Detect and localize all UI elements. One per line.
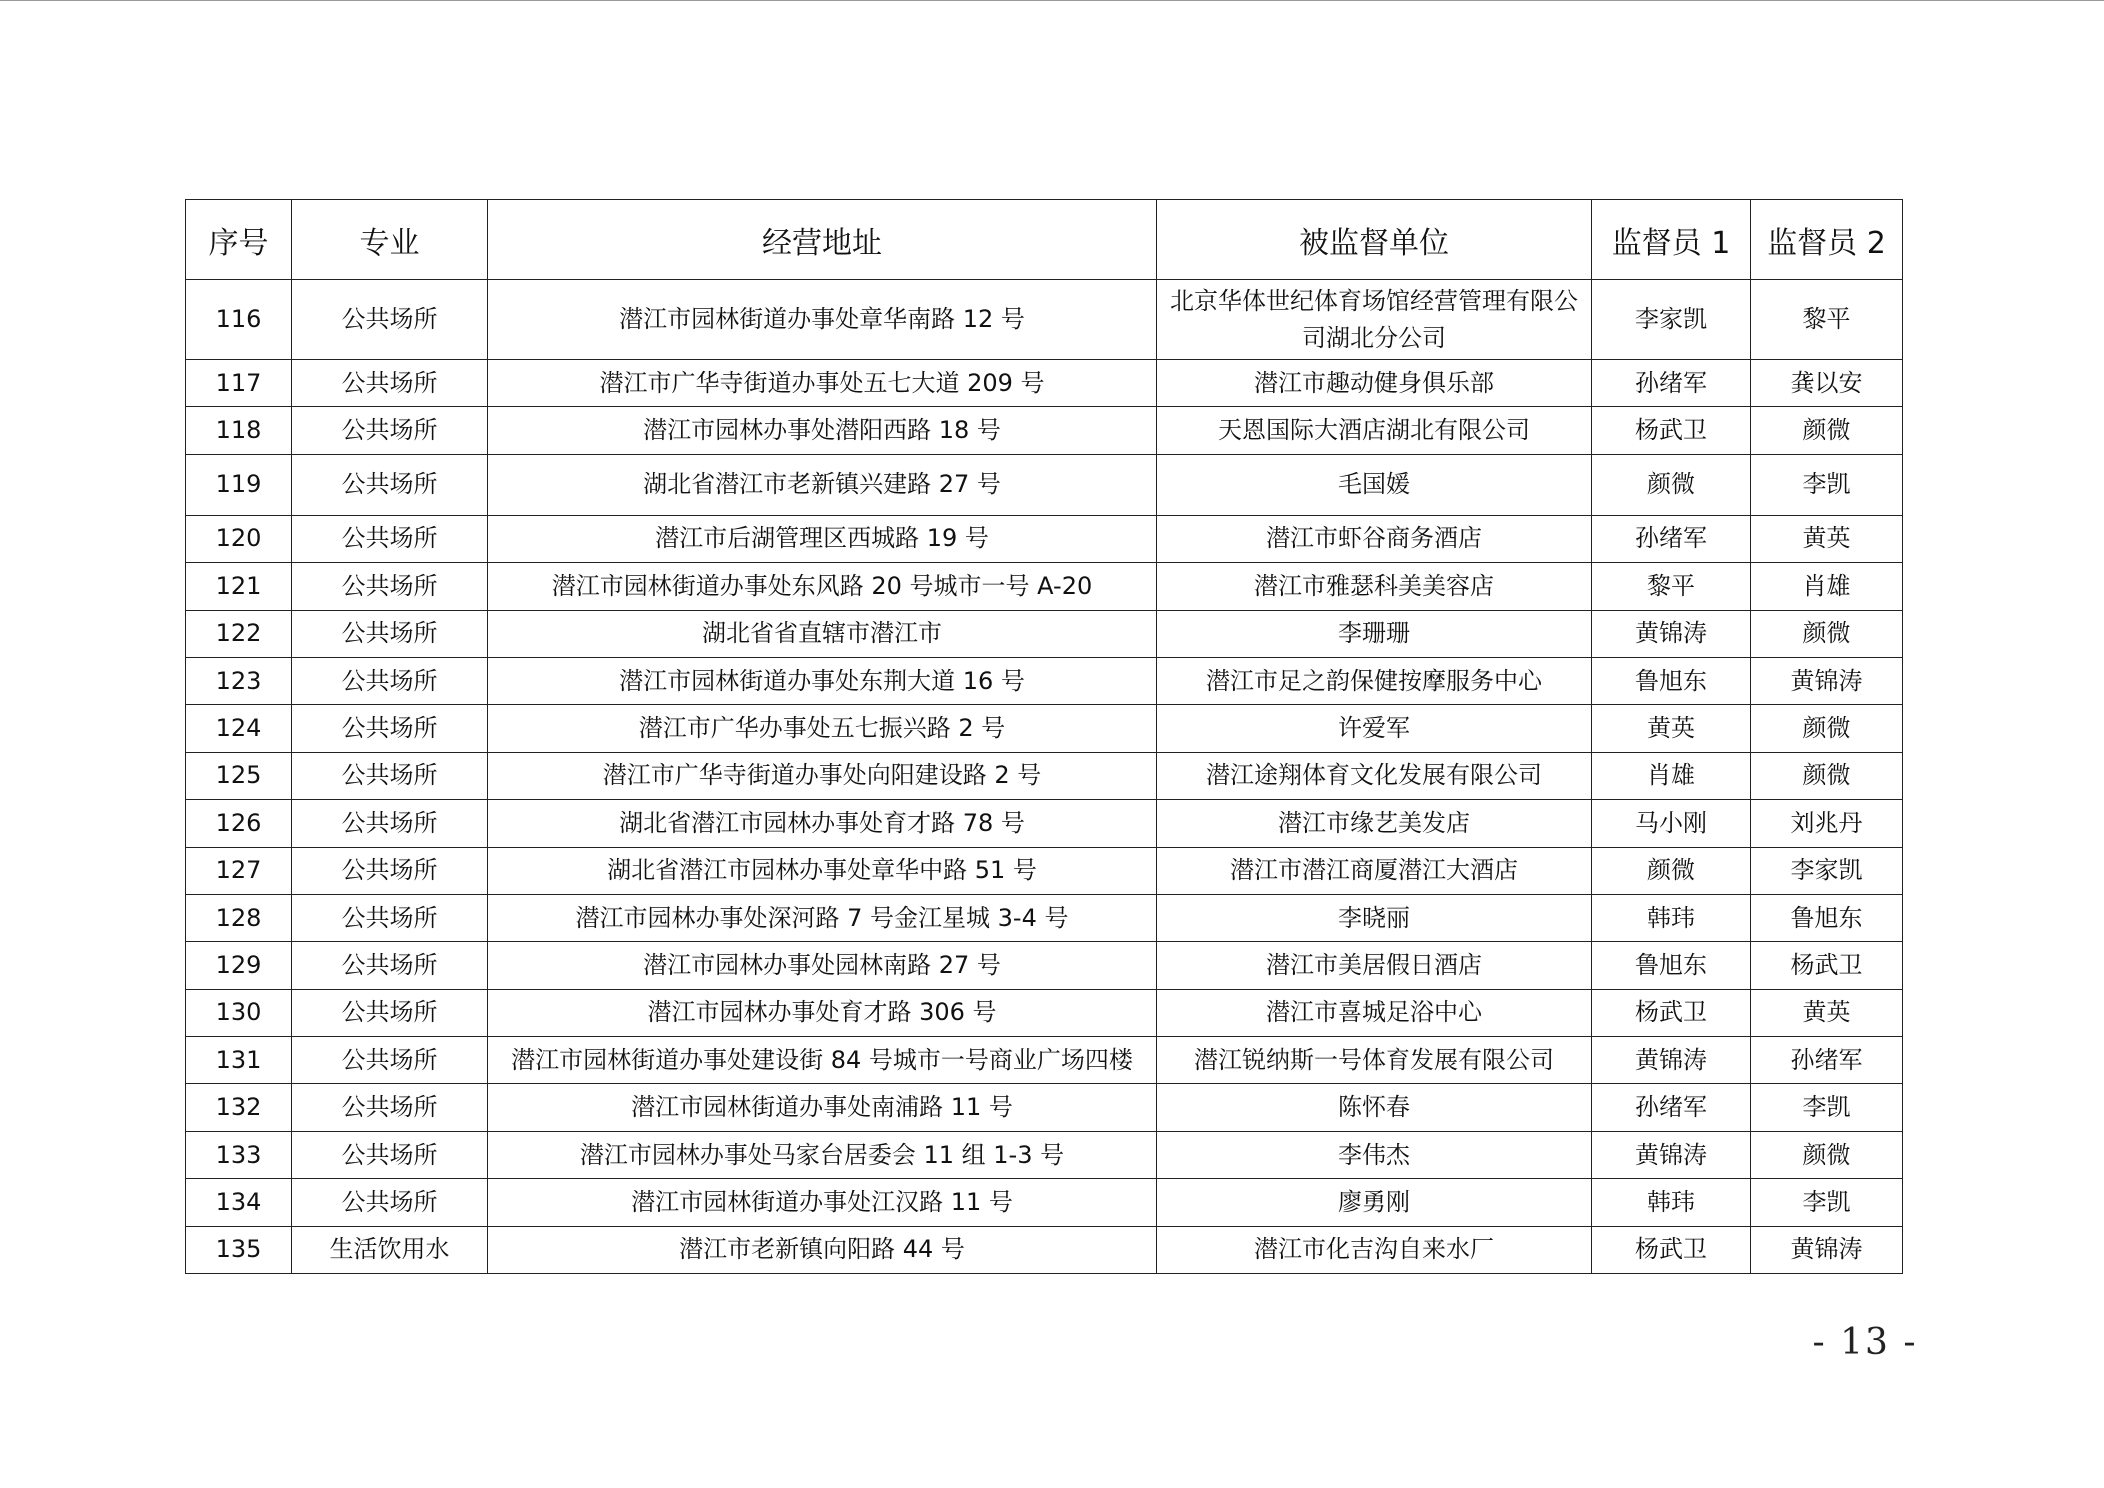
cell-unit: 潜江市缘艺美发店 xyxy=(1157,800,1592,847)
cell-unit: 陈怀春 xyxy=(1157,1084,1592,1131)
cell-supervisor-1: 杨武卫 xyxy=(1592,989,1751,1036)
cell-serial: 128 xyxy=(186,894,292,941)
cell-address: 湖北省潜江市园林办事处章华中路 51 号 xyxy=(488,847,1157,894)
cell-supervisor-2: 颜微 xyxy=(1751,407,1903,454)
cell-unit: 潜江市趣动健身俱乐部 xyxy=(1157,360,1592,407)
cell-category: 公共场所 xyxy=(292,407,488,454)
cell-unit: 潜江市足之韵保健按摩服务中心 xyxy=(1157,657,1592,704)
cell-address: 潜江市广华寺街道办事处五七大道 209 号 xyxy=(488,360,1157,407)
table-row xyxy=(186,454,1903,515)
cell-supervisor-1: 韩玮 xyxy=(1592,1179,1751,1226)
cell-address: 潜江市园林街道办事处章华南路 12 号 xyxy=(488,280,1157,360)
cell-serial: 131 xyxy=(186,1037,292,1084)
table-row xyxy=(186,752,1903,799)
cell-serial: 124 xyxy=(186,705,292,752)
cell-unit: 潜江锐纳斯一号体育发展有限公司 xyxy=(1157,1037,1592,1084)
cell-address: 潜江市园林街道办事处建设街 84 号城市一号商业广场四楼 xyxy=(488,1037,1157,1084)
cell-serial: 130 xyxy=(186,989,292,1036)
cell-address: 潜江市广华寺街道办事处向阳建设路 2 号 xyxy=(488,752,1157,799)
cell-supervisor-2: 鲁旭东 xyxy=(1751,894,1903,941)
cell-unit: 北京华体世纪体育场馆经营管理有限公司湖北分公司 xyxy=(1157,280,1592,360)
cell-address: 潜江市园林办事处潜阳西路 18 号 xyxy=(488,407,1157,454)
cell-serial: 122 xyxy=(186,610,292,657)
cell-supervisor-2: 颜微 xyxy=(1751,1131,1903,1178)
cell-address: 潜江市园林办事处园林南路 27 号 xyxy=(488,942,1157,989)
cell-supervisor-1: 颜微 xyxy=(1592,847,1751,894)
cell-serial: 127 xyxy=(186,847,292,894)
page-number: - 13 - xyxy=(1812,1322,1918,1363)
cell-supervisor-1: 孙绪军 xyxy=(1592,1084,1751,1131)
table-row xyxy=(186,515,1903,562)
cell-unit: 李晓丽 xyxy=(1157,894,1592,941)
cell-supervisor-2: 杨武卫 xyxy=(1751,942,1903,989)
cell-supervisor-2: 李家凯 xyxy=(1751,847,1903,894)
cell-supervisor-1: 黄锦涛 xyxy=(1592,1037,1751,1084)
cell-supervisor-1: 黄锦涛 xyxy=(1592,1131,1751,1178)
cell-unit: 潜江市化吉沟自来水厂 xyxy=(1157,1226,1592,1273)
cell-supervisor-2: 黎平 xyxy=(1751,280,1903,360)
cell-unit: 潜江市美居假日酒店 xyxy=(1157,942,1592,989)
table-row xyxy=(186,847,1903,894)
cell-unit: 潜江市喜城足浴中心 xyxy=(1157,989,1592,1036)
cell-address: 潜江市园林办事处马家台居委会 11 组 1-3 号 xyxy=(488,1131,1157,1178)
cell-supervisor-1: 马小刚 xyxy=(1592,800,1751,847)
cell-unit: 廖勇刚 xyxy=(1157,1179,1592,1226)
cell-category: 公共场所 xyxy=(292,705,488,752)
cell-supervisor-2: 颜微 xyxy=(1751,610,1903,657)
cell-unit: 许爱军 xyxy=(1157,705,1592,752)
cell-serial: 132 xyxy=(186,1084,292,1131)
header-supervisor-2: 监督员 2 xyxy=(1751,200,1903,280)
top-border-line xyxy=(0,0,2104,1)
cell-unit: 潜江途翔体育文化发展有限公司 xyxy=(1157,752,1592,799)
cell-supervisor-2: 李凯 xyxy=(1751,454,1903,515)
table-row xyxy=(186,563,1903,610)
cell-supervisor-2: 龚以安 xyxy=(1751,360,1903,407)
table-row xyxy=(186,1226,1903,1273)
cell-supervisor-1: 孙绪军 xyxy=(1592,515,1751,562)
cell-category: 公共场所 xyxy=(292,657,488,704)
cell-category: 公共场所 xyxy=(292,942,488,989)
cell-category: 公共场所 xyxy=(292,515,488,562)
cell-category: 公共场所 xyxy=(292,752,488,799)
cell-address: 潜江市园林办事处育才路 306 号 xyxy=(488,989,1157,1036)
table-row xyxy=(186,705,1903,752)
table-row xyxy=(186,894,1903,941)
table-row xyxy=(186,280,1903,360)
cell-supervisor-1: 鲁旭东 xyxy=(1592,657,1751,704)
cell-supervisor-1: 黎平 xyxy=(1592,563,1751,610)
cell-serial: 121 xyxy=(186,563,292,610)
cell-supervisor-2: 黄英 xyxy=(1751,989,1903,1036)
cell-unit: 天恩国际大酒店湖北有限公司 xyxy=(1157,407,1592,454)
cell-address: 潜江市园林街道办事处江汉路 11 号 xyxy=(488,1179,1157,1226)
cell-supervisor-1: 韩玮 xyxy=(1592,894,1751,941)
table-row xyxy=(186,942,1903,989)
table-row xyxy=(186,407,1903,454)
cell-supervisor-1: 黄锦涛 xyxy=(1592,610,1751,657)
cell-address: 潜江市园林办事处深河路 7 号金江星城 3-4 号 xyxy=(488,894,1157,941)
table-row xyxy=(186,360,1903,407)
header-category: 专业 xyxy=(292,200,488,280)
header-address: 经营地址 xyxy=(488,200,1157,280)
header-supervisor-1: 监督员 1 xyxy=(1592,200,1751,280)
header-serial: 序号 xyxy=(186,200,292,280)
cell-address: 湖北省省直辖市潜江市 xyxy=(488,610,1157,657)
header-unit: 被监督单位 xyxy=(1157,200,1592,280)
cell-address: 潜江市园林街道办事处南浦路 11 号 xyxy=(488,1084,1157,1131)
cell-category: 公共场所 xyxy=(292,1179,488,1226)
cell-serial: 133 xyxy=(186,1131,292,1178)
cell-supervisor-2: 黄锦涛 xyxy=(1751,657,1903,704)
cell-category: 公共场所 xyxy=(292,1037,488,1084)
cell-supervisor-2: 孙绪军 xyxy=(1751,1037,1903,1084)
table-row xyxy=(186,610,1903,657)
cell-supervisor-1: 杨武卫 xyxy=(1592,1226,1751,1273)
cell-serial: 117 xyxy=(186,360,292,407)
cell-category: 公共场所 xyxy=(292,894,488,941)
document-table-container xyxy=(185,199,1902,1274)
cell-supervisor-2: 黄锦涛 xyxy=(1751,1226,1903,1273)
cell-category: 公共场所 xyxy=(292,563,488,610)
cell-supervisor-2: 刘兆丹 xyxy=(1751,800,1903,847)
table-row xyxy=(186,989,1903,1036)
cell-supervisor-1: 鲁旭东 xyxy=(1592,942,1751,989)
cell-supervisor-1: 杨武卫 xyxy=(1592,407,1751,454)
cell-category: 公共场所 xyxy=(292,800,488,847)
cell-category: 公共场所 xyxy=(292,989,488,1036)
cell-address: 潜江市广华办事处五七振兴路 2 号 xyxy=(488,705,1157,752)
cell-category: 公共场所 xyxy=(292,280,488,360)
cell-supervisor-2: 肖雄 xyxy=(1751,563,1903,610)
table-header-row xyxy=(186,200,1903,280)
cell-category: 生活饮用水 xyxy=(292,1226,488,1273)
table-row xyxy=(186,1037,1903,1084)
cell-address: 湖北省潜江市园林办事处育才路 78 号 xyxy=(488,800,1157,847)
supervision-table xyxy=(185,199,1903,1274)
cell-category: 公共场所 xyxy=(292,1084,488,1131)
cell-address: 潜江市老新镇向阳路 44 号 xyxy=(488,1226,1157,1273)
cell-address: 潜江市园林街道办事处东风路 20 号城市一号 A-20 xyxy=(488,563,1157,610)
table-row xyxy=(186,1131,1903,1178)
cell-address: 潜江市后湖管理区西城路 19 号 xyxy=(488,515,1157,562)
cell-serial: 120 xyxy=(186,515,292,562)
cell-serial: 123 xyxy=(186,657,292,704)
cell-category: 公共场所 xyxy=(292,454,488,515)
cell-unit: 潜江市虾谷商务酒店 xyxy=(1157,515,1592,562)
cell-supervisor-1: 黄英 xyxy=(1592,705,1751,752)
cell-unit: 潜江市潜江商厦潜江大酒店 xyxy=(1157,847,1592,894)
cell-supervisor-2: 颜微 xyxy=(1751,705,1903,752)
cell-serial: 116 xyxy=(186,280,292,360)
cell-serial: 125 xyxy=(186,752,292,799)
table-body xyxy=(186,280,1903,1274)
cell-category: 公共场所 xyxy=(292,610,488,657)
cell-supervisor-2: 颜微 xyxy=(1751,752,1903,799)
cell-supervisor-1: 李家凯 xyxy=(1592,280,1751,360)
table-row xyxy=(186,1084,1903,1131)
cell-unit: 李伟杰 xyxy=(1157,1131,1592,1178)
cell-address: 潜江市园林街道办事处东荆大道 16 号 xyxy=(488,657,1157,704)
cell-supervisor-1: 孙绪军 xyxy=(1592,360,1751,407)
table-row xyxy=(186,657,1903,704)
cell-supervisor-2: 李凯 xyxy=(1751,1179,1903,1226)
cell-serial: 134 xyxy=(186,1179,292,1226)
table-row xyxy=(186,1179,1903,1226)
cell-address: 湖北省潜江市老新镇兴建路 27 号 xyxy=(488,454,1157,515)
cell-category: 公共场所 xyxy=(292,1131,488,1178)
cell-supervisor-1: 肖雄 xyxy=(1592,752,1751,799)
cell-unit: 毛国媛 xyxy=(1157,454,1592,515)
cell-serial: 119 xyxy=(186,454,292,515)
cell-serial: 118 xyxy=(186,407,292,454)
cell-supervisor-2: 黄英 xyxy=(1751,515,1903,562)
cell-category: 公共场所 xyxy=(292,360,488,407)
cell-serial: 126 xyxy=(186,800,292,847)
cell-supervisor-2: 李凯 xyxy=(1751,1084,1903,1131)
cell-category: 公共场所 xyxy=(292,847,488,894)
cell-supervisor-1: 颜微 xyxy=(1592,454,1751,515)
cell-serial: 135 xyxy=(186,1226,292,1273)
table-row xyxy=(186,800,1903,847)
cell-unit: 潜江市雅瑟科美美容店 xyxy=(1157,563,1592,610)
cell-serial: 129 xyxy=(186,942,292,989)
cell-unit: 李珊珊 xyxy=(1157,610,1592,657)
